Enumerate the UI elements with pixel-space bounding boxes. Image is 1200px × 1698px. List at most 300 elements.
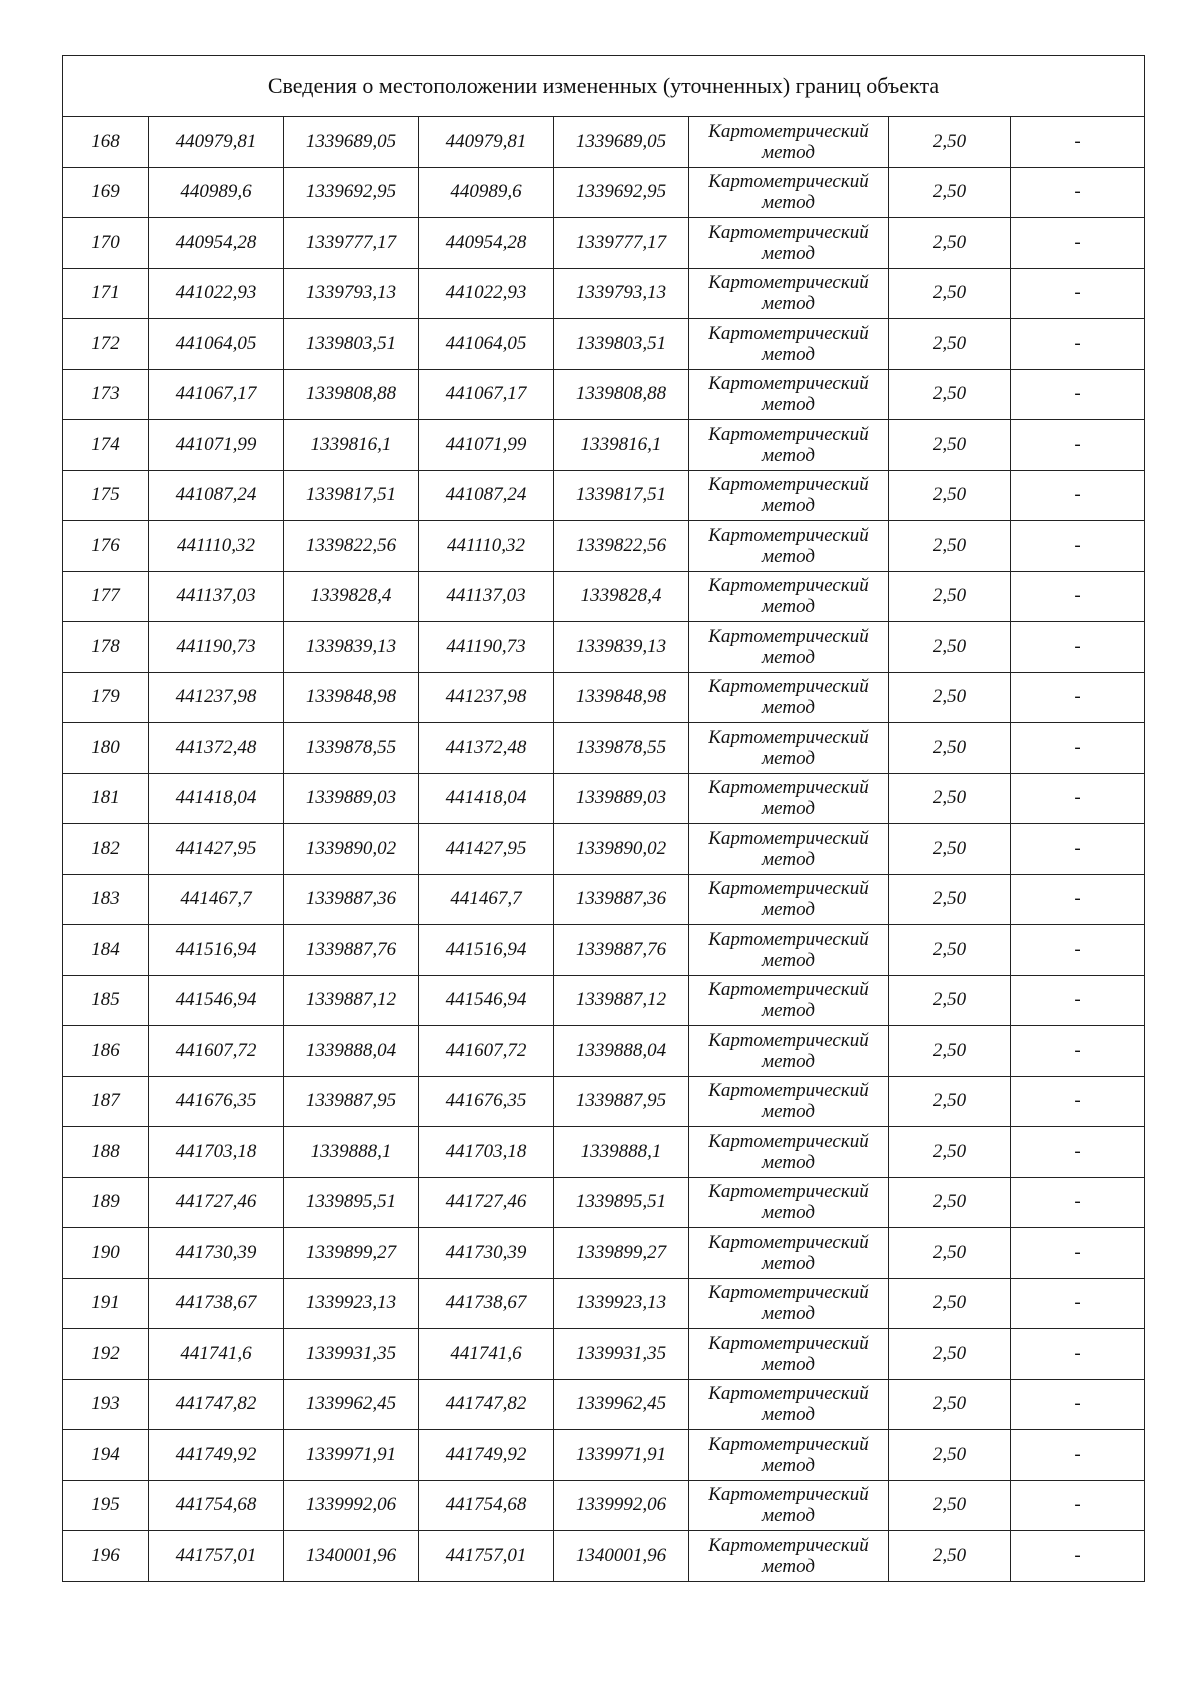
y-old-cell: 1339816,1 — [284, 420, 419, 471]
method-line-1: Картометрический — [708, 1383, 869, 1405]
method-line-1: Картометрический — [708, 322, 869, 344]
accuracy-cell: 2,50 — [889, 723, 1011, 774]
method-cell — [689, 1329, 889, 1380]
y-new-cell: 1339962,45 — [554, 1379, 689, 1430]
x-new-cell: 441749,92 — [419, 1430, 554, 1481]
table-row — [63, 167, 1145, 218]
x-old-cell: 441110,32 — [149, 521, 284, 572]
x-new-cell: 441741,6 — [419, 1329, 554, 1380]
accuracy-cell: 2,50 — [889, 571, 1011, 622]
y-new-cell: 1339816,1 — [554, 420, 689, 471]
method-line-1: Картометрический — [708, 1181, 869, 1203]
y-old-cell: 1339848,98 — [284, 672, 419, 723]
y-old-cell: 1339817,51 — [284, 470, 419, 521]
method-line-2: метод — [762, 141, 815, 163]
method-line-1: Картометрический — [708, 777, 869, 799]
x-old-cell: 441418,04 — [149, 773, 284, 824]
table-row — [63, 1480, 1145, 1531]
method-cell — [689, 470, 889, 521]
x-old-cell: 441467,7 — [149, 874, 284, 925]
y-new-cell: 1339839,13 — [554, 622, 689, 673]
note-cell: - — [1011, 975, 1145, 1026]
table-row — [63, 268, 1145, 319]
method-line-1: Картометрический — [708, 524, 869, 546]
point-number-cell: 178 — [63, 622, 149, 673]
x-new-cell: 441064,05 — [419, 319, 554, 370]
method-cell — [689, 672, 889, 723]
x-new-cell: 441237,98 — [419, 672, 554, 723]
method-line-2: метод — [762, 1000, 815, 1022]
y-old-cell: 1339777,17 — [284, 218, 419, 269]
y-new-cell: 1339828,4 — [554, 571, 689, 622]
table-row — [63, 319, 1145, 370]
method-cell — [689, 824, 889, 875]
method-cell — [689, 1076, 889, 1127]
x-new-cell: 441730,39 — [419, 1228, 554, 1279]
method-cell — [689, 1430, 889, 1481]
method-line-2: метод — [762, 444, 815, 466]
x-old-cell: 441747,82 — [149, 1379, 284, 1430]
method-cell — [689, 622, 889, 673]
y-new-cell: 1339888,04 — [554, 1026, 689, 1077]
point-number-cell: 188 — [63, 1127, 149, 1178]
y-new-cell: 1340001,96 — [554, 1531, 689, 1582]
method-line-1: Картометрический — [708, 1484, 869, 1506]
method-line-2: метод — [762, 1404, 815, 1426]
x-old-cell: 441730,39 — [149, 1228, 284, 1279]
method-line-1: Картометрический — [708, 575, 869, 597]
x-old-cell: 441137,03 — [149, 571, 284, 622]
x-old-cell: 441237,98 — [149, 672, 284, 723]
method-line-2: метод — [762, 848, 815, 870]
accuracy-cell: 2,50 — [889, 1531, 1011, 1582]
x-new-cell: 441738,67 — [419, 1278, 554, 1329]
x-new-cell: 441087,24 — [419, 470, 554, 521]
x-new-cell: 441607,72 — [419, 1026, 554, 1077]
x-old-cell: 441703,18 — [149, 1127, 284, 1178]
x-new-cell: 440954,28 — [419, 218, 554, 269]
point-number-cell: 196 — [63, 1531, 149, 1582]
table-row — [63, 672, 1145, 723]
accuracy-cell: 2,50 — [889, 1379, 1011, 1430]
x-old-cell: 441087,24 — [149, 470, 284, 521]
table-row — [63, 1076, 1145, 1127]
y-new-cell: 1339878,55 — [554, 723, 689, 774]
y-new-cell: 1339808,88 — [554, 369, 689, 420]
table-row — [63, 1329, 1145, 1380]
method-cell — [689, 975, 889, 1026]
method-line-1: Картометрический — [708, 474, 869, 496]
table-row — [63, 1228, 1145, 1279]
method-line-1: Картометрический — [708, 928, 869, 950]
point-number-cell: 192 — [63, 1329, 149, 1380]
point-number-cell: 190 — [63, 1228, 149, 1279]
y-new-cell: 1339887,36 — [554, 874, 689, 925]
method-line-2: метод — [762, 1202, 815, 1224]
note-cell: - — [1011, 1127, 1145, 1178]
table-row — [63, 824, 1145, 875]
method-cell — [689, 1026, 889, 1077]
method-cell — [689, 925, 889, 976]
note-cell: - — [1011, 773, 1145, 824]
x-new-cell: 441022,93 — [419, 268, 554, 319]
method-line-1: Картометрический — [708, 726, 869, 748]
point-number-cell: 175 — [63, 470, 149, 521]
x-new-cell: 441546,94 — [419, 975, 554, 1026]
x-old-cell: 441516,94 — [149, 925, 284, 976]
point-number-cell: 186 — [63, 1026, 149, 1077]
method-line-2: метод — [762, 192, 815, 214]
table-row — [63, 420, 1145, 471]
note-cell: - — [1011, 571, 1145, 622]
note-cell: - — [1011, 1531, 1145, 1582]
point-number-cell: 169 — [63, 167, 149, 218]
y-old-cell: 1339887,76 — [284, 925, 419, 976]
y-old-cell: 1339895,51 — [284, 1177, 419, 1228]
point-number-cell: 170 — [63, 218, 149, 269]
y-old-cell: 1339889,03 — [284, 773, 419, 824]
y-old-cell: 1339828,4 — [284, 571, 419, 622]
note-cell: - — [1011, 319, 1145, 370]
note-cell: - — [1011, 1329, 1145, 1380]
accuracy-cell: 2,50 — [889, 1329, 1011, 1380]
table-row — [63, 1278, 1145, 1329]
point-number-cell: 191 — [63, 1278, 149, 1329]
y-new-cell: 1339931,35 — [554, 1329, 689, 1380]
table-row — [63, 1430, 1145, 1481]
x-new-cell: 441071,99 — [419, 420, 554, 471]
method-line-1: Картометрический — [708, 1231, 869, 1253]
point-number-cell: 184 — [63, 925, 149, 976]
method-cell — [689, 420, 889, 471]
point-number-cell: 174 — [63, 420, 149, 471]
boundary-coordinates-table — [62, 55, 1145, 1582]
y-new-cell: 1339793,13 — [554, 268, 689, 319]
x-new-cell: 441418,04 — [419, 773, 554, 824]
y-new-cell: 1339777,17 — [554, 218, 689, 269]
x-old-cell: 441372,48 — [149, 723, 284, 774]
y-new-cell: 1339887,76 — [554, 925, 689, 976]
table-row — [63, 1531, 1145, 1582]
note-cell: - — [1011, 824, 1145, 875]
method-line-2: метод — [762, 949, 815, 971]
x-old-cell: 441067,17 — [149, 369, 284, 420]
point-number-cell: 189 — [63, 1177, 149, 1228]
x-old-cell: 441749,92 — [149, 1430, 284, 1481]
method-line-2: метод — [762, 1101, 815, 1123]
y-new-cell: 1339888,1 — [554, 1127, 689, 1178]
method-line-1: Картометрический — [708, 1433, 869, 1455]
y-new-cell: 1339803,51 — [554, 319, 689, 370]
note-cell: - — [1011, 369, 1145, 420]
method-line-2: метод — [762, 1050, 815, 1072]
method-cell — [689, 1177, 889, 1228]
y-old-cell: 1339931,35 — [284, 1329, 419, 1380]
method-line-2: метод — [762, 1353, 815, 1375]
note-cell: - — [1011, 470, 1145, 521]
method-line-1: Картометрический — [708, 1130, 869, 1152]
method-cell — [689, 218, 889, 269]
method-line-1: Картометрический — [708, 1029, 869, 1051]
y-new-cell: 1339895,51 — [554, 1177, 689, 1228]
accuracy-cell: 2,50 — [889, 470, 1011, 521]
accuracy-cell: 2,50 — [889, 1228, 1011, 1279]
x-old-cell: 441676,35 — [149, 1076, 284, 1127]
x-new-cell: 441190,73 — [419, 622, 554, 673]
x-new-cell: 441067,17 — [419, 369, 554, 420]
method-cell — [689, 1379, 889, 1430]
accuracy-cell: 2,50 — [889, 1127, 1011, 1178]
x-old-cell: 441607,72 — [149, 1026, 284, 1077]
method-line-2: метод — [762, 343, 815, 365]
method-cell — [689, 571, 889, 622]
point-number-cell: 194 — [63, 1430, 149, 1481]
note-cell: - — [1011, 420, 1145, 471]
accuracy-cell: 2,50 — [889, 874, 1011, 925]
note-cell: - — [1011, 723, 1145, 774]
y-old-cell: 1339878,55 — [284, 723, 419, 774]
accuracy-cell: 2,50 — [889, 1480, 1011, 1531]
table-row — [63, 1026, 1145, 1077]
method-cell — [689, 1480, 889, 1531]
y-old-cell: 1339923,13 — [284, 1278, 419, 1329]
table-row — [63, 521, 1145, 572]
method-line-1: Картометрический — [708, 272, 869, 294]
x-new-cell: 441516,94 — [419, 925, 554, 976]
note-cell: - — [1011, 268, 1145, 319]
table-row — [63, 571, 1145, 622]
method-cell — [689, 319, 889, 370]
method-cell — [689, 723, 889, 774]
x-old-cell: 440989,6 — [149, 167, 284, 218]
accuracy-cell: 2,50 — [889, 218, 1011, 269]
y-old-cell: 1339839,13 — [284, 622, 419, 673]
method-line-1: Картометрический — [708, 625, 869, 647]
x-new-cell: 441467,7 — [419, 874, 554, 925]
note-cell: - — [1011, 1379, 1145, 1430]
method-line-2: метод — [762, 747, 815, 769]
accuracy-cell: 2,50 — [889, 1076, 1011, 1127]
y-old-cell: 1339899,27 — [284, 1228, 419, 1279]
point-number-cell: 183 — [63, 874, 149, 925]
method-line-2: метод — [762, 596, 815, 618]
table-title: Сведения о местоположении измененных (уточненных) границ объекта — [63, 56, 1145, 117]
method-cell — [689, 1278, 889, 1329]
method-cell — [689, 167, 889, 218]
accuracy-cell: 2,50 — [889, 1278, 1011, 1329]
point-number-cell: 173 — [63, 369, 149, 420]
table-title-row — [63, 56, 1145, 117]
accuracy-cell: 2,50 — [889, 1026, 1011, 1077]
y-new-cell: 1339817,51 — [554, 470, 689, 521]
point-number-cell: 181 — [63, 773, 149, 824]
note-cell: - — [1011, 1076, 1145, 1127]
x-old-cell: 440979,81 — [149, 117, 284, 168]
x-new-cell: 441727,46 — [419, 1177, 554, 1228]
method-cell — [689, 1228, 889, 1279]
method-line-2: метод — [762, 242, 815, 264]
y-old-cell: 1339808,88 — [284, 369, 419, 420]
x-old-cell: 441741,6 — [149, 1329, 284, 1380]
table-row — [63, 1177, 1145, 1228]
note-cell: - — [1011, 1026, 1145, 1077]
method-line-1: Картометрический — [708, 120, 869, 142]
x-new-cell: 441754,68 — [419, 1480, 554, 1531]
point-number-cell: 168 — [63, 117, 149, 168]
y-old-cell: 1339888,04 — [284, 1026, 419, 1077]
point-number-cell: 172 — [63, 319, 149, 370]
note-cell: - — [1011, 1278, 1145, 1329]
accuracy-cell: 2,50 — [889, 420, 1011, 471]
table-row — [63, 874, 1145, 925]
y-old-cell: 1339962,45 — [284, 1379, 419, 1430]
x-new-cell: 441372,48 — [419, 723, 554, 774]
method-line-1: Картометрический — [708, 1080, 869, 1102]
point-number-cell: 171 — [63, 268, 149, 319]
method-line-1: Картометрический — [708, 373, 869, 395]
table-row — [63, 1127, 1145, 1178]
point-number-cell: 179 — [63, 672, 149, 723]
x-new-cell: 441137,03 — [419, 571, 554, 622]
method-line-1: Картометрический — [708, 979, 869, 1001]
y-new-cell: 1339692,95 — [554, 167, 689, 218]
x-old-cell: 441427,95 — [149, 824, 284, 875]
y-old-cell: 1339803,51 — [284, 319, 419, 370]
table-body — [63, 117, 1145, 1582]
method-line-1: Картометрический — [708, 1282, 869, 1304]
table-row — [63, 925, 1145, 976]
x-new-cell: 441427,95 — [419, 824, 554, 875]
method-cell — [689, 369, 889, 420]
method-line-2: метод — [762, 1555, 815, 1577]
accuracy-cell: 2,50 — [889, 925, 1011, 976]
note-cell: - — [1011, 925, 1145, 976]
accuracy-cell: 2,50 — [889, 369, 1011, 420]
y-old-cell: 1339793,13 — [284, 268, 419, 319]
y-old-cell: 1339992,06 — [284, 1480, 419, 1531]
method-line-2: метод — [762, 394, 815, 416]
point-number-cell: 185 — [63, 975, 149, 1026]
method-cell — [689, 773, 889, 824]
note-cell: - — [1011, 1228, 1145, 1279]
x-new-cell: 440989,6 — [419, 167, 554, 218]
method-line-1: Картометрический — [708, 676, 869, 698]
point-number-cell: 182 — [63, 824, 149, 875]
method-line-2: метод — [762, 1151, 815, 1173]
method-line-1: Картометрический — [708, 878, 869, 900]
method-cell — [689, 521, 889, 572]
point-number-cell: 193 — [63, 1379, 149, 1430]
x-new-cell: 441676,35 — [419, 1076, 554, 1127]
y-new-cell: 1339923,13 — [554, 1278, 689, 1329]
method-line-2: метод — [762, 1505, 815, 1527]
accuracy-cell: 2,50 — [889, 117, 1011, 168]
method-line-1: Картометрический — [708, 171, 869, 193]
document-sheet — [62, 55, 1144, 1582]
y-old-cell: 1340001,96 — [284, 1531, 419, 1582]
method-line-1: Картометрический — [708, 827, 869, 849]
y-new-cell: 1339890,02 — [554, 824, 689, 875]
method-line-2: метод — [762, 697, 815, 719]
y-old-cell: 1339890,02 — [284, 824, 419, 875]
method-cell — [689, 1127, 889, 1178]
y-old-cell: 1339692,95 — [284, 167, 419, 218]
method-line-2: метод — [762, 293, 815, 315]
method-line-2: метод — [762, 646, 815, 668]
y-new-cell: 1339848,98 — [554, 672, 689, 723]
x-old-cell: 441190,73 — [149, 622, 284, 673]
table-row — [63, 773, 1145, 824]
method-cell — [689, 117, 889, 168]
x-new-cell: 441703,18 — [419, 1127, 554, 1178]
point-number-cell: 187 — [63, 1076, 149, 1127]
y-new-cell: 1339971,91 — [554, 1430, 689, 1481]
method-line-2: метод — [762, 1252, 815, 1274]
method-line-1: Картометрический — [708, 423, 869, 445]
note-cell: - — [1011, 622, 1145, 673]
point-number-cell: 180 — [63, 723, 149, 774]
accuracy-cell: 2,50 — [889, 1177, 1011, 1228]
y-old-cell: 1339887,36 — [284, 874, 419, 925]
accuracy-cell: 2,50 — [889, 672, 1011, 723]
x-old-cell: 441738,67 — [149, 1278, 284, 1329]
point-number-cell: 176 — [63, 521, 149, 572]
y-new-cell: 1339689,05 — [554, 117, 689, 168]
y-old-cell: 1339887,12 — [284, 975, 419, 1026]
accuracy-cell: 2,50 — [889, 824, 1011, 875]
y-old-cell: 1339888,1 — [284, 1127, 419, 1178]
x-old-cell: 441546,94 — [149, 975, 284, 1026]
accuracy-cell: 2,50 — [889, 268, 1011, 319]
x-new-cell: 440979,81 — [419, 117, 554, 168]
method-cell — [689, 1531, 889, 1582]
note-cell: - — [1011, 521, 1145, 572]
note-cell: - — [1011, 1430, 1145, 1481]
accuracy-cell: 2,50 — [889, 622, 1011, 673]
y-old-cell: 1339822,56 — [284, 521, 419, 572]
accuracy-cell: 2,50 — [889, 521, 1011, 572]
y-new-cell: 1339887,12 — [554, 975, 689, 1026]
method-line-2: метод — [762, 1454, 815, 1476]
x-new-cell: 441110,32 — [419, 521, 554, 572]
note-cell: - — [1011, 167, 1145, 218]
y-new-cell: 1339899,27 — [554, 1228, 689, 1279]
table-row — [63, 369, 1145, 420]
method-line-2: метод — [762, 495, 815, 517]
method-cell — [689, 268, 889, 319]
table-row — [63, 117, 1145, 168]
point-number-cell: 177 — [63, 571, 149, 622]
x-old-cell: 441754,68 — [149, 1480, 284, 1531]
accuracy-cell: 2,50 — [889, 975, 1011, 1026]
table-row — [63, 975, 1145, 1026]
x-old-cell: 441064,05 — [149, 319, 284, 370]
table-row — [63, 218, 1145, 269]
y-old-cell: 1339887,95 — [284, 1076, 419, 1127]
table-row — [63, 1379, 1145, 1430]
method-line-2: метод — [762, 1303, 815, 1325]
accuracy-cell: 2,50 — [889, 167, 1011, 218]
table-row — [63, 470, 1145, 521]
accuracy-cell: 2,50 — [889, 1430, 1011, 1481]
y-new-cell: 1339992,06 — [554, 1480, 689, 1531]
x-old-cell: 441071,99 — [149, 420, 284, 471]
method-line-1: Картометрический — [708, 1534, 869, 1556]
note-cell: - — [1011, 1177, 1145, 1228]
note-cell: - — [1011, 1480, 1145, 1531]
note-cell: - — [1011, 117, 1145, 168]
method-line-2: метод — [762, 899, 815, 921]
